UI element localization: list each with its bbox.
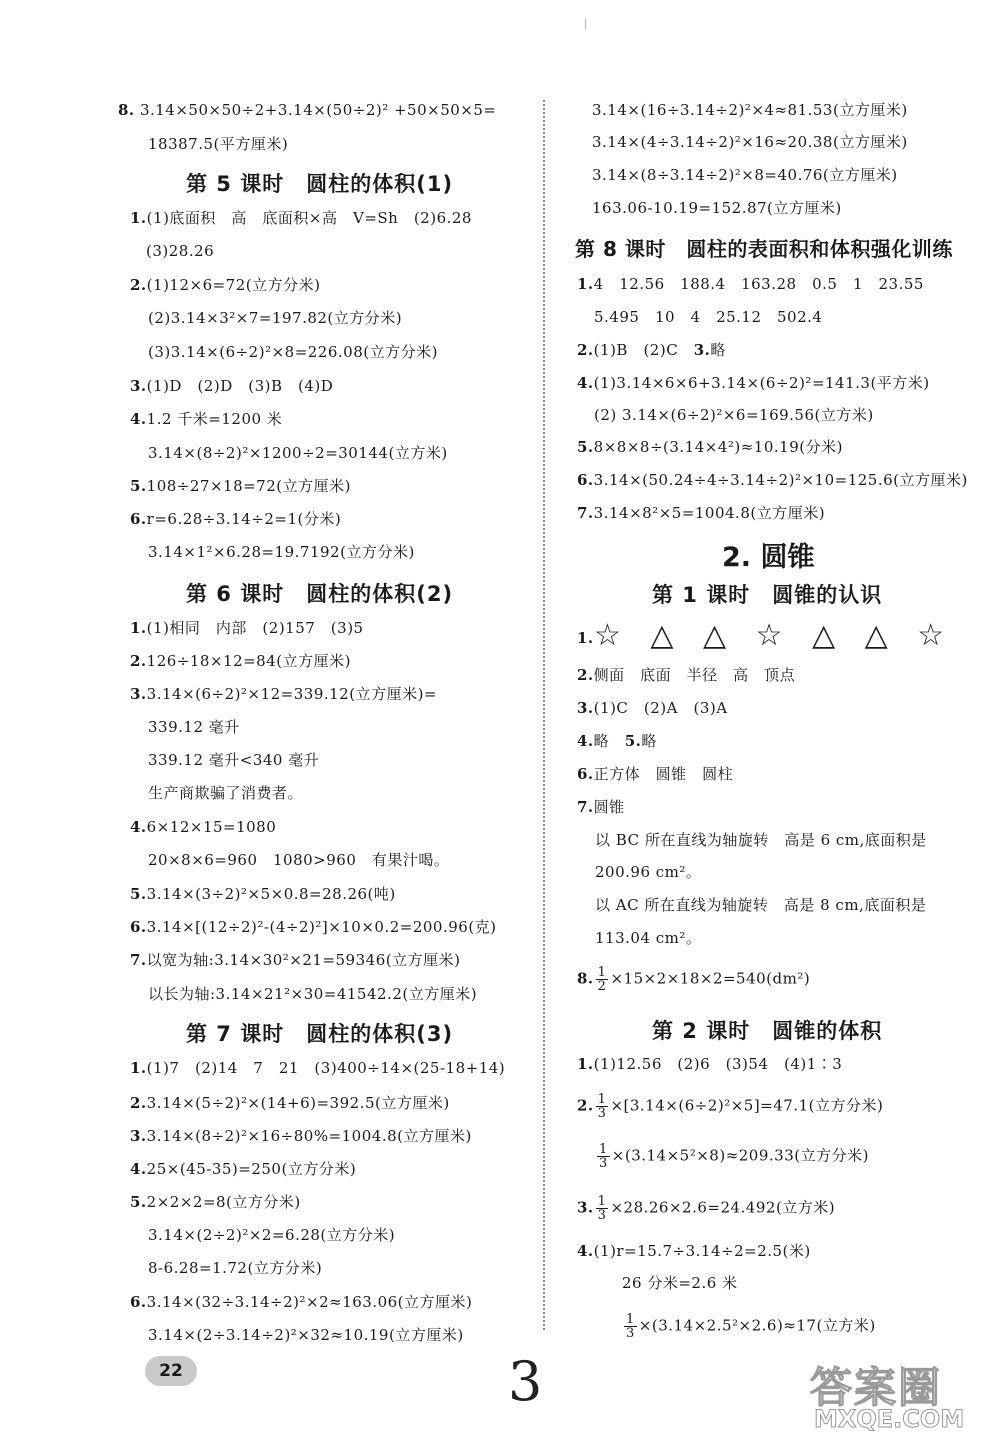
answer-line: 1.(1)12.56 (2)6 (3)54 (4)1∶3 <box>577 1055 843 1073</box>
answer-line: 5.3.14×(3÷2)²×5×0.8=28.26(吨) <box>130 885 396 903</box>
answer-line: 2.侧面 底面 半径 高 顶点 <box>577 666 796 684</box>
lesson-heading: 第 6 课时 圆柱的体积(2) <box>186 582 454 606</box>
section-title: 2. 圆锥 <box>722 542 815 573</box>
fraction: $\frac{1}{3}$ <box>626 1312 635 1341</box>
answer-line: 1.(1)底面积 高 底面积×高 V=Sh (2)6.28 <box>130 209 472 227</box>
answer-line: 5.495 10 4 25.12 502.4 <box>594 308 823 326</box>
fraction: $\frac{1}{2}$ <box>597 965 607 994</box>
answer-line: 1.(1)7 (2)14 7 21 (3)400÷14×(25-18+14) <box>130 1059 506 1077</box>
answer-line: 4.6×12×15=1080 <box>130 818 277 836</box>
lesson-heading: 第 7 课时 圆柱的体积(3) <box>186 1022 454 1046</box>
answer-line: 3.14×(4÷3.14÷2)²×16≈20.38(立方厘米) <box>592 133 908 151</box>
answer-line: 生产商欺骗了消费者。 <box>148 784 304 802</box>
answer-line: $\frac{1}{3}$ ×(3.14×5²×8)≈209.33(立方分米) <box>599 1142 869 1171</box>
answer-line: 5.108÷27×18=72(立方厘米) <box>130 477 351 495</box>
answer-line: 2.(1)B (2)C 3.略 <box>577 341 726 359</box>
answer-line: 3.3.14×(6÷2)²×12=339.12(立方厘米)= <box>130 685 437 703</box>
answer-line: 6.3.14×(50.24÷4÷3.14÷2)²×10=125.6(立方厘米) <box>577 471 968 489</box>
handwritten-mark: 3 <box>508 1350 543 1413</box>
answer-line: 6.r=6.28÷3.14÷2=1(分米) <box>130 510 342 528</box>
page-number: 22 <box>145 1356 197 1386</box>
answer-line: 200.96 cm²。 <box>595 863 702 881</box>
lesson-heading: 第 1 课时 圆锥的认识 <box>652 583 883 607</box>
answer-line: 1.4 12.56 188.4 163.28 0.5 1 23.55 <box>577 275 924 293</box>
answer-line: 6.正方体 圆锥 圆柱 <box>577 765 734 783</box>
answer-line: 1.(1)相同 内部 (2)157 (3)5 <box>130 619 364 637</box>
answer-line: 5.2×2×2=8(立方分米) <box>130 1193 301 1211</box>
lesson-heading: 第 8 课时 圆柱的表面积和体积强化训练 <box>575 237 953 261</box>
answer-line: 3.14×(8÷3.14÷2)²×8=40.76(立方厘米) <box>592 166 898 184</box>
answer-line: 以长为轴:3.14×21²×30=41542.2(立方厘米) <box>148 985 478 1003</box>
answer-line: 8. 3.14×50×50÷2+3.14×(50÷2)² +50×50×5= <box>118 101 497 119</box>
answer-line: 以 BC 所在直线为轴旋转 高是 6 cm,底面积是 <box>595 831 927 849</box>
answer-line: 4.1.2 千米=1200 米 <box>130 410 283 428</box>
answer-line: 3.3.14×(8÷2)²×16÷80%=1004.8(立方厘米) <box>130 1127 472 1145</box>
answer-line: 4.(1)3.14×6×6+3.14×(6÷2)²=141.3(平方米) <box>577 374 930 392</box>
answer-line: 2.126÷18×12=84(立方厘米) <box>130 652 351 670</box>
answer-line: 163.06-10.19=152.87(立方厘米) <box>592 199 842 217</box>
answer-line: 2.3.14×(5÷2)²×(14+6)=392.5(立方厘米) <box>130 1094 450 1112</box>
watermark-logo <box>810 1355 1000 1437</box>
answer-line: 26 分米=2.6 米 <box>622 1274 738 1292</box>
answer-line: 3.14×(2÷3.14÷2)²×32≈10.19(立方厘米) <box>148 1326 464 1344</box>
shape-symbols: ☆ △ △ ☆ △ △ ☆ <box>594 618 955 653</box>
answer-line: 3.(1)C (2)A (3)A <box>577 699 728 717</box>
answer-line: 7.圆锥 <box>577 798 625 816</box>
fraction: $\frac{1}{3}$ <box>597 1092 607 1121</box>
answer-line: 以 AC 所在直线为轴旋转 高是 8 cm,底面积是 <box>595 896 927 914</box>
answer-line: 4.略 5.略 <box>577 732 657 750</box>
answer-line: 2.(1)12×6=72(立方分米) <box>130 276 321 294</box>
answer-line: 2. $\frac{1}{3}$ ×[3.14×(6÷2)²×5]=47.1(立方分米) <box>577 1092 884 1121</box>
column-divider <box>543 100 545 1330</box>
answer-line: 113.04 cm²。 <box>595 929 702 947</box>
answer-line: 5.8×8×8÷(3.14×4²)≈10.19(分米) <box>577 438 843 456</box>
answer-line: $\frac{1}{3}$ ×(3.14×2.5²×2.6)≈17(立方米) <box>626 1312 876 1341</box>
answer-line: 7.以宽为轴:3.14×30²×21=59346(立方厘米) <box>130 951 461 969</box>
watermark-url: MXQE.COM <box>814 1405 965 1433</box>
lesson-heading: 第 2 课时 圆锥的体积 <box>652 1019 883 1043</box>
scan-mark <box>585 18 586 30</box>
answer-line: 3.(1)D (2)D (3)B (4)D <box>130 377 334 395</box>
answer-line: 3.14×(16÷3.14÷2)²×4≈81.53(立方厘米) <box>592 101 908 119</box>
answer-line: 1. <box>577 629 594 647</box>
answer-line: 8. $\frac{1}{2}$ ×15×2×18×2=540(dm²) <box>577 965 811 994</box>
answer-line: 3. $\frac{1}{3}$ ×28.26×2.6=24.492(立方米) <box>577 1194 836 1223</box>
answer-line: 20×8×6=960 1080>960 有果汁喝。 <box>148 851 450 869</box>
fraction: $\frac{1}{3}$ <box>597 1194 607 1223</box>
watermark-main: 答案圈 <box>810 1363 943 1412</box>
answer-line: 3.14×1²×6.28=19.7192(立方分米) <box>148 543 415 561</box>
answer-line: 3.14×(8÷2)²×1200÷2=30144(立方米) <box>148 444 448 462</box>
answer-line: 6.3.14×[(12÷2)²-(4÷2)²]×10×0.2=200.96(克) <box>130 918 497 936</box>
answer-line: 339.12 毫升<340 毫升 <box>148 751 320 769</box>
answer-line: 8-6.28=1.72(立方分米) <box>148 1259 323 1277</box>
answer-line: 4.(1)r=15.7÷3.14÷2=2.5(米) <box>577 1242 811 1260</box>
answer-line: 7.3.14×8²×5=1004.8(立方厘米) <box>577 504 826 522</box>
answer-line: 339.12 毫升 <box>148 718 240 736</box>
answer-line: (2)3.14×3²×7=197.82(立方分米) <box>148 309 403 327</box>
answer-line: 4.25×(45-35)=250(立方分米) <box>130 1160 357 1178</box>
lesson-heading: 第 5 课时 圆柱的体积(1) <box>186 172 454 196</box>
answer-line: 6.3.14×(32÷3.14÷2)²×2≈163.06(立方厘米) <box>130 1293 473 1311</box>
answer-line: (3)28.26 <box>146 242 215 260</box>
answer-line: (3)3.14×(6÷2)²×8=226.08(立方分米) <box>148 343 438 361</box>
fraction: $\frac{1}{3}$ <box>599 1142 608 1171</box>
answer-line: 3.14×(2÷2)²×2=6.28(立方分米) <box>148 1226 396 1244</box>
answer-line: 18387.5(平方厘米) <box>148 135 289 153</box>
answer-line: (2) 3.14×(6÷2)²×6=169.56(立方米) <box>594 406 874 424</box>
